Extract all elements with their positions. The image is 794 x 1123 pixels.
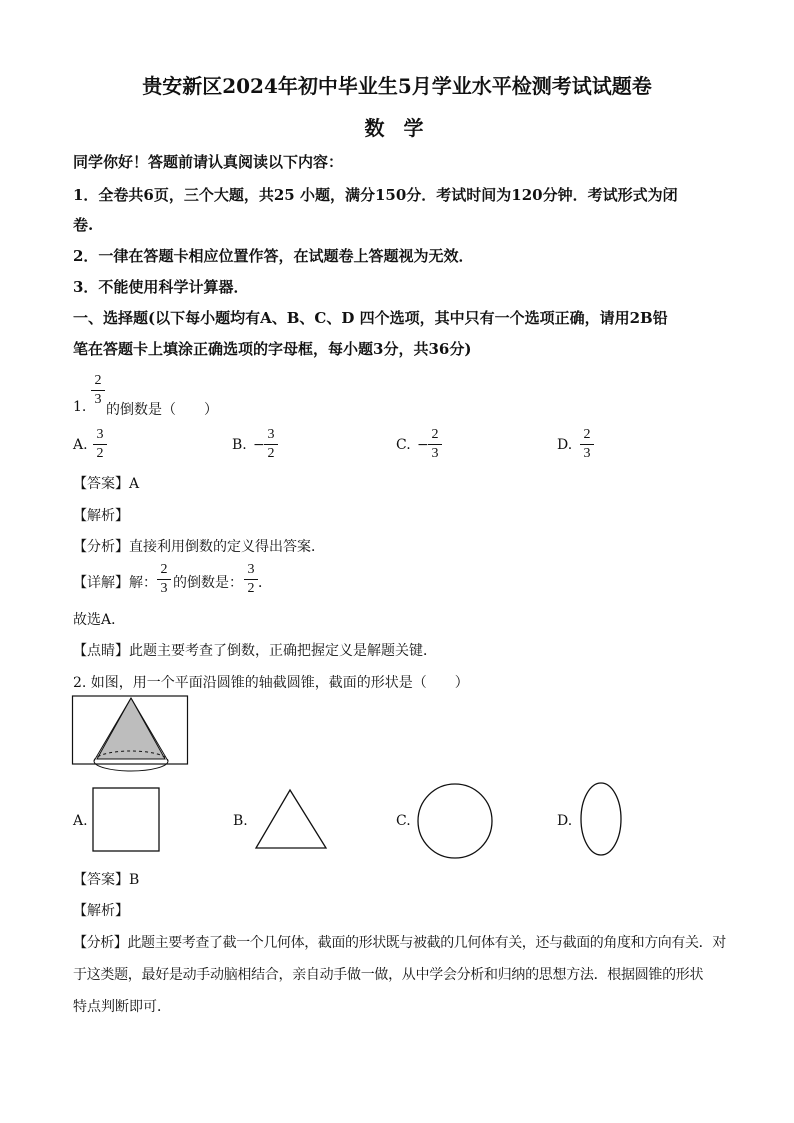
cone-section (97, 698, 165, 759)
xiangjie-tag: 【详解】 (73, 575, 129, 591)
q1-xiangjie-mid: 的倒数是： (173, 575, 243, 591)
triangle-icon (254, 788, 328, 850)
subject-title: 数 学 (364, 116, 430, 140)
q2-option-b-label: B. (233, 813, 248, 829)
q1-number: 1. (73, 399, 87, 415)
q1-answer (73, 473, 139, 493)
q1-xiangjie-fraction-2: 3 2 (243, 561, 259, 598)
q1-option-b-sign: − (253, 437, 265, 453)
section-heading-line-2: 笔在答题卡上填涂正确选项的字母框，每小题3分，共36分) (73, 340, 472, 358)
answer-value: A (129, 476, 140, 492)
q1-dianjing (73, 640, 437, 660)
q1-jiexi-tag: 【解析】 (73, 508, 129, 524)
q1-xiangjie-tag (73, 572, 157, 592)
answer-value: B (129, 872, 140, 888)
xiangjie-prefix: 解： (129, 575, 157, 591)
cone-cross-section-figure (72, 695, 190, 780)
fenxi-text: 直接利用倒数的定义得出答案． (129, 539, 325, 555)
fenxi-text: 此题主要考查了截一个几何体，截面的形状既与被截的几何体有关，还与截面的角度和方向有关．对 (127, 935, 726, 951)
instruction-1-line-1: 1．全卷共6页，三个大题，共25 小题，满分150分．考试时间为120分钟．考试形式为闭 (73, 186, 678, 204)
fenxi-tag: 【分析】 (73, 935, 128, 951)
q2-fenxi-line-3: 特点判断即可． (73, 999, 171, 1015)
q1-option-a-label: A. (73, 437, 88, 453)
q1-option-c-sign: − (417, 437, 429, 453)
square-icon (92, 787, 162, 853)
q1-option-c-fraction: 2 3 (427, 426, 443, 463)
q2-option-a-label: A. (73, 813, 88, 829)
q1-xiangjie-end: ． (258, 575, 272, 591)
q2-stem: 2. 如图，用一个平面沿圆锥的轴截圆锥，截面的形状是（ ） (73, 675, 469, 691)
dianjing-tag: 【点睛】 (73, 643, 129, 659)
q1-stem: 的倒数是（ ） (106, 402, 218, 418)
q1-option-a-fraction: 3 2 (92, 426, 108, 463)
dianjing-text: 此题主要考查了倒数，正确把握定义是解题关键． (129, 643, 437, 659)
greeting: 同学你好！答题前请认真阅读以下内容： (73, 153, 344, 171)
q1-option-c-label: C. (396, 437, 411, 453)
q1-xiangjie-fraction-1: 2 3 (156, 561, 172, 598)
q2-fenxi-line-2: 于这类题，最好是动手动脑相结合，亲自动手做一做，从中学会分析和归纳的思想方法．根据圆锥的形状 (73, 967, 704, 983)
q2-option-c-label: C. (396, 813, 411, 829)
ellipse-icon (579, 782, 625, 858)
circle-icon (416, 782, 496, 862)
q1-stem-fraction: 2 3 (90, 372, 106, 409)
cone-base-front (94, 761, 168, 771)
q2-jiexi-tag: 【解析】 (73, 903, 129, 919)
instruction-2: 2．一律在答题卡相应位置作答，在试题卷上答题视为无效． (73, 247, 474, 265)
section-heading-line-1: 一、选择题(以下每小题均有A、B、C、D 四个选项，其中只有一个选项正确，请用2B铅 (73, 309, 668, 327)
q1-option-d-fraction: 2 3 (579, 426, 595, 463)
q1-option-b-label: B. (232, 437, 247, 453)
q1-option-b-fraction: 3 2 (263, 426, 279, 463)
q1-option-d-label: D. (557, 437, 573, 453)
answer-tag: 【答案】 (73, 476, 129, 492)
q2-fenxi-line-1 (73, 932, 726, 952)
q2-option-d-label: D. (557, 813, 573, 829)
instruction-1-line-2: 卷. (73, 216, 94, 234)
answer-tag: 【答案】 (73, 872, 129, 888)
q1-conclusion: 故选A． (73, 612, 126, 628)
instruction-3: 3．不能使用科学计算器． (73, 278, 249, 296)
page-title: 贵安新区2024年初中毕业生5月学业水平检测考试试题卷 (142, 74, 652, 98)
q1-fenxi (73, 536, 325, 556)
q2-answer (73, 869, 139, 889)
fenxi-tag: 【分析】 (73, 539, 129, 555)
